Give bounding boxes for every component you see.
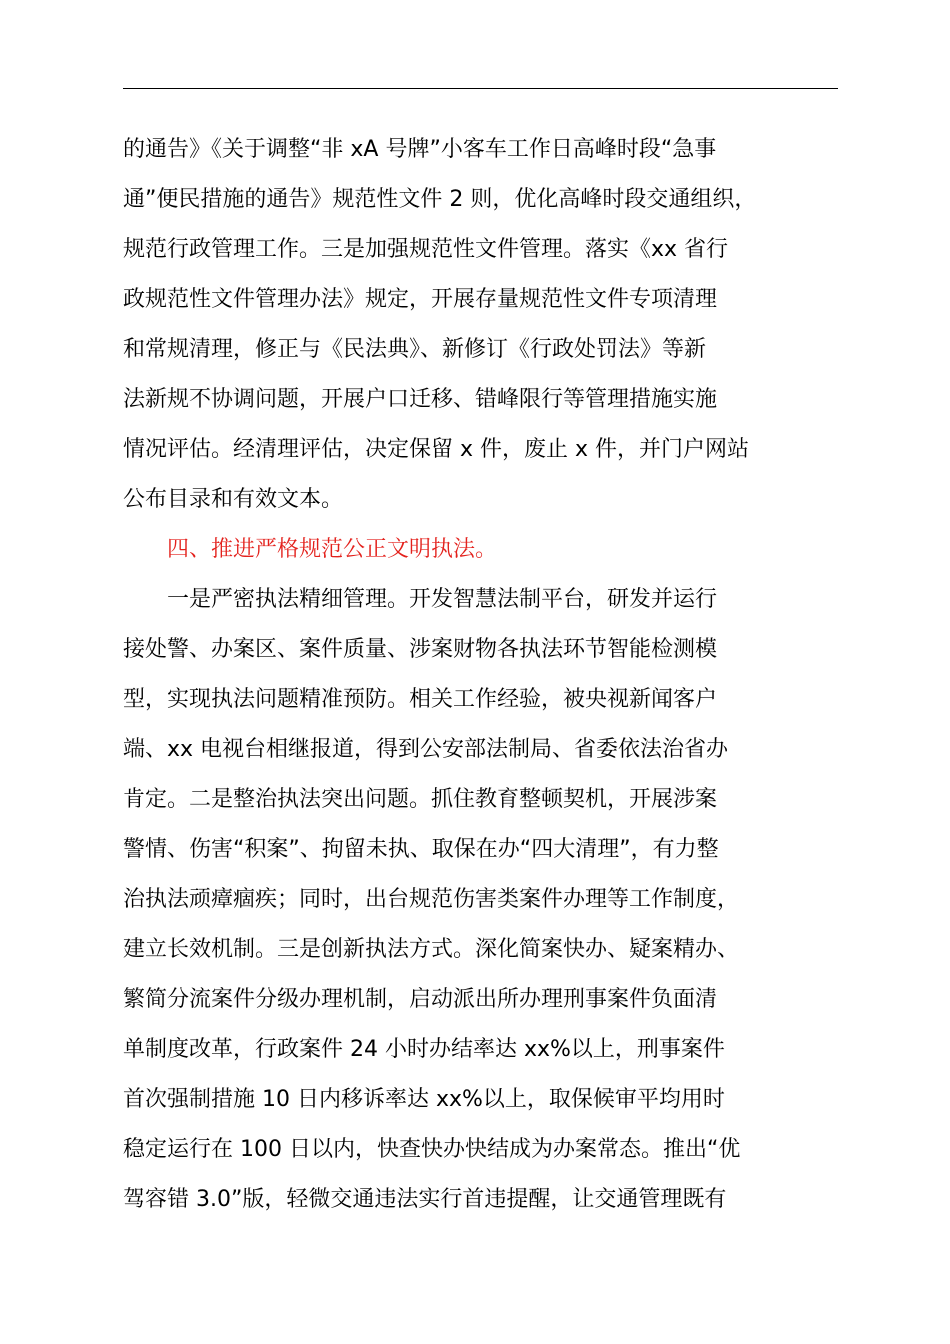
text-line: 治执法顽瘴痼疾；同时，出台规范伤害类案件办理等工作制度， xyxy=(123,887,740,912)
text-line: 端、xx 电视台相继报道，得到公安部法制局、省委依法治省办 xyxy=(123,737,729,762)
text-line: 接处警、办案区、案件质量、涉案财物各执法环节智能检测模 xyxy=(123,637,718,662)
text-line: 驾容错 3.0”版，轻微交通违法实行首违提醒，让交通管理既有 xyxy=(123,1187,727,1212)
text-line: 一是严密执法精细管理。开发智慧法制平台，研发并运行 xyxy=(123,587,718,612)
header-rule xyxy=(123,88,838,89)
text-line: 警情、伤害“积案”、拘留未执、取保在办“四大清理”，有力整 xyxy=(123,837,719,862)
text-line: 政规范性文件管理办法》规定，开展存量规范性文件专项清理 xyxy=(123,287,718,312)
text-line: 单制度改革，行政案件 24 小时办结率达 xx%以上，刑事案件 xyxy=(123,1037,725,1062)
text-line: 公布目录和有效文本。 xyxy=(123,487,344,512)
text-line: 和常规清理，修正与《民法典》、新修订《行政处罚法》等新 xyxy=(123,337,707,362)
text-line: 繁简分流案件分级办理机制，启动派出所办理刑事案件负面清 xyxy=(123,987,718,1012)
text-line: 情况评估。经清理评估，决定保留 x 件，废止 x 件，并门户网站 xyxy=(123,437,750,462)
text-line: 规范行政管理工作。三是加强规范性文件管理。落实《xx 省行 xyxy=(123,237,729,262)
text-line: 首次强制措施 10 日内移诉率达 xx%以上，取保候审平均用时 xyxy=(123,1087,725,1112)
text-line: 建立长效机制。三是创新执法方式。深化简案快办、疑案精办、 xyxy=(123,937,740,962)
text-line: 的通告》《关于调整“非 xA 号牌”小客车工作日高峰时段“急事 xyxy=(123,137,717,162)
text-line: 通”便民措施的通告》规范性文件 2 则，优化高峰时段交通组织， xyxy=(123,187,757,212)
text-line: 型，实现执法问题精准预防。相关工作经验，被央视新闻客户 xyxy=(123,687,718,712)
text-line: 稳定运行在 100 日以内，快查快办快结成为办案常态。推出“优 xyxy=(123,1137,741,1162)
section-heading: 四、推进严格规范公正文明执法。 xyxy=(123,537,498,562)
text-line: 肯定。二是整治执法突出问题。抓住教育整顿契机，开展涉案 xyxy=(123,787,718,812)
text-line: 法新规不协调问题，开展户口迁移、错峰限行等管理措施实施 xyxy=(123,387,718,412)
